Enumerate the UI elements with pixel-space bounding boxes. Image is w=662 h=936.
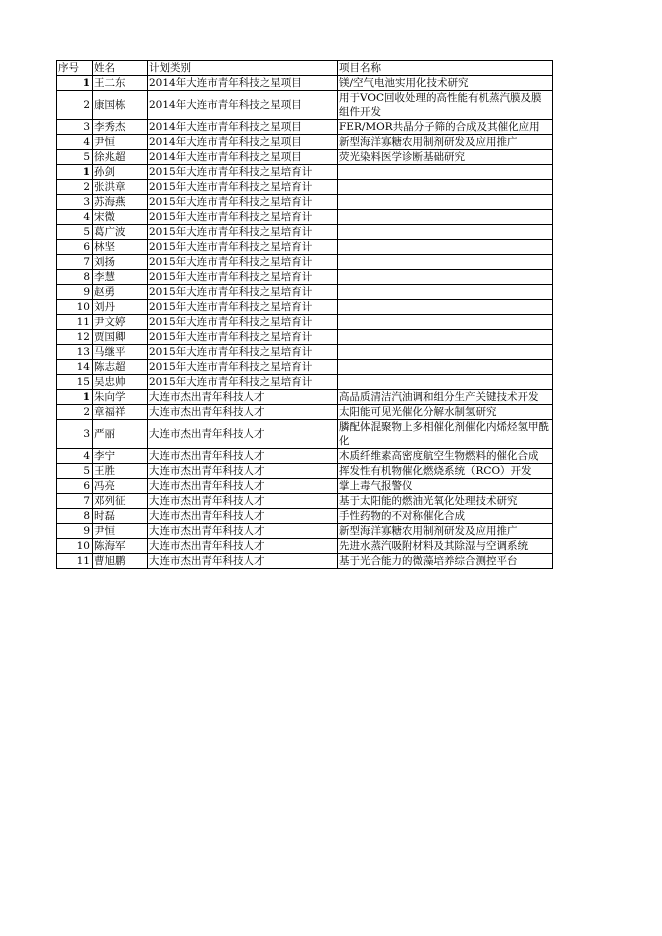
row-category-cell[interactable]: 2015年大连市青年科技之星培育计 <box>148 270 338 285</box>
row-name-cell[interactable]: 陈志超 <box>93 360 148 375</box>
row-index-cell[interactable]: 10 <box>57 539 93 554</box>
table-row <box>57 524 553 539</box>
row-project-cell[interactable]: 先进水蒸汽吸附材料及其除湿与空调系统 <box>338 539 553 554</box>
table-row <box>57 405 553 420</box>
row-category-cell[interactable]: 2015年大连市青年科技之星培育计 <box>148 345 338 360</box>
table-row <box>57 539 553 554</box>
row-project-cell[interactable]: 高品质清洁汽油调和组分生产关键技术开发 <box>338 390 553 405</box>
row-name-cell[interactable]: 陈海军 <box>93 539 148 554</box>
row-project-cell[interactable] <box>338 300 553 315</box>
row-category-cell[interactable]: 2015年大连市青年科技之星培育计 <box>148 210 338 225</box>
row-category-cell[interactable]: 大连市杰出青年科技人才 <box>148 420 338 449</box>
row-category-cell[interactable]: 2015年大连市青年科技之星培育计 <box>148 360 338 375</box>
row-index-cell[interactable]: 2 <box>57 91 93 120</box>
row-name-cell[interactable]: 张洪章 <box>93 180 148 195</box>
table-row <box>57 135 553 150</box>
row-name-cell[interactable]: 刘扬 <box>93 255 148 270</box>
row-category-cell[interactable]: 2014年大连市青年科技之星项目 <box>148 135 338 150</box>
row-index-cell[interactable]: 4 <box>57 210 93 225</box>
spreadsheet-table <box>56 60 553 569</box>
row-index-cell[interactable]: 13 <box>57 345 93 360</box>
row-category-cell[interactable]: 大连市杰出青年科技人才 <box>148 524 338 539</box>
row-name-cell[interactable]: 康国栋 <box>93 91 148 120</box>
table-row <box>57 479 553 494</box>
row-index-cell[interactable]: 2 <box>57 180 93 195</box>
header-row <box>57 61 553 76</box>
row-index-cell[interactable]: 1 <box>57 390 93 405</box>
row-category-cell[interactable]: 2015年大连市青年科技之星培育计 <box>148 285 338 300</box>
row-project-cell[interactable] <box>338 315 553 330</box>
row-index-cell[interactable]: 7 <box>57 255 93 270</box>
row-name-cell[interactable]: 徐兆超 <box>93 150 148 165</box>
row-project-cell[interactable] <box>338 165 553 180</box>
row-project-cell[interactable] <box>338 270 553 285</box>
row-category-cell[interactable]: 2015年大连市青年科技之星培育计 <box>148 180 338 195</box>
row-name-cell[interactable]: 尹恒 <box>93 524 148 539</box>
row-category-cell[interactable]: 2014年大连市青年科技之星项目 <box>148 76 338 91</box>
row-index-cell[interactable]: 3 <box>57 420 93 449</box>
table-row <box>57 330 553 345</box>
row-project-cell[interactable]: 用于VOC回收处理的高性能有机蒸汽膜及膜组件开发 <box>338 91 553 120</box>
row-index-cell[interactable]: 9 <box>57 285 93 300</box>
table-row <box>57 225 553 240</box>
table-row <box>57 300 553 315</box>
table-row <box>57 120 553 135</box>
row-project-cell[interactable]: 木质纤维素高密度航空生物燃料的催化合成 <box>338 449 553 464</box>
table-row <box>57 494 553 509</box>
table-row <box>57 464 553 479</box>
row-index-cell[interactable]: 5 <box>57 225 93 240</box>
row-project-cell[interactable] <box>338 225 553 240</box>
row-category-cell[interactable]: 2015年大连市青年科技之星培育计 <box>148 330 338 345</box>
table-row <box>57 420 553 449</box>
row-index-cell[interactable]: 2 <box>57 405 93 420</box>
row-name-cell[interactable]: 孙剑 <box>93 165 148 180</box>
row-index-cell[interactable]: 10 <box>57 300 93 315</box>
row-index-cell[interactable]: 9 <box>57 524 93 539</box>
row-index-cell[interactable]: 8 <box>57 270 93 285</box>
table-row <box>57 509 553 524</box>
header-category[interactable]: 计划类别 <box>148 61 338 76</box>
row-project-cell[interactable]: 挥发性有机物催化燃烧系统（RCO）开发 <box>338 464 553 479</box>
row-project-cell[interactable]: 镁/空气电池实用化技术研究 <box>338 76 553 91</box>
row-category-cell[interactable]: 2015年大连市青年科技之星培育计 <box>148 165 338 180</box>
row-name-cell[interactable]: 贾国卿 <box>93 330 148 345</box>
row-index-cell[interactable]: 3 <box>57 120 93 135</box>
header-project[interactable]: 项目名称 <box>338 61 553 76</box>
row-project-cell[interactable] <box>338 240 553 255</box>
row-category-cell[interactable]: 2014年大连市青年科技之星项目 <box>148 120 338 135</box>
table-row <box>57 285 553 300</box>
row-category-cell[interactable]: 大连市杰出青年科技人才 <box>148 405 338 420</box>
row-category-cell[interactable]: 2015年大连市青年科技之星培育计 <box>148 315 338 330</box>
header-index[interactable]: 序号 <box>57 61 93 76</box>
row-index-cell[interactable]: 3 <box>57 195 93 210</box>
table-row <box>57 375 553 390</box>
row-project-cell[interactable]: 荧光染料医学诊断基础研究 <box>338 150 553 165</box>
table-row <box>57 76 553 91</box>
header-name[interactable]: 姓名 <box>93 61 148 76</box>
row-index-cell[interactable]: 11 <box>57 315 93 330</box>
table-row <box>57 270 553 285</box>
table-row <box>57 315 553 330</box>
row-category-cell[interactable]: 2014年大连市青年科技之星项目 <box>148 91 338 120</box>
table-row <box>57 449 553 464</box>
row-project-cell[interactable]: FER/MOR共晶分子筛的合成及其催化应用 <box>338 120 553 135</box>
table-row <box>57 91 553 120</box>
row-category-cell[interactable]: 2014年大连市青年科技之星项目 <box>148 150 338 165</box>
row-name-cell[interactable]: 李秀杰 <box>93 120 148 135</box>
row-category-cell[interactable]: 大连市杰出青年科技人才 <box>148 494 338 509</box>
row-name-cell[interactable]: 曹旭鹏 <box>93 554 148 569</box>
row-index-cell[interactable]: 6 <box>57 240 93 255</box>
row-project-cell[interactable] <box>338 210 553 225</box>
row-index-cell[interactable]: 15 <box>57 375 93 390</box>
row-category-cell[interactable]: 2015年大连市青年科技之星培育计 <box>148 300 338 315</box>
row-name-cell[interactable]: 严丽 <box>93 420 148 449</box>
row-name-cell[interactable]: 李慧 <box>93 270 148 285</box>
table-row <box>57 554 553 569</box>
row-category-cell[interactable]: 大连市杰出青年科技人才 <box>148 390 338 405</box>
row-name-cell[interactable]: 苏海燕 <box>93 195 148 210</box>
table-row <box>57 210 553 225</box>
row-category-cell[interactable]: 2015年大连市青年科技之星培育计 <box>148 195 338 210</box>
table-row <box>57 165 553 180</box>
row-project-cell[interactable] <box>338 285 553 300</box>
row-index-cell[interactable]: 6 <box>57 479 93 494</box>
row-name-cell[interactable]: 尹文婷 <box>93 315 148 330</box>
row-category-cell[interactable]: 2015年大连市青年科技之星培育计 <box>148 240 338 255</box>
row-index-cell[interactable]: 8 <box>57 509 93 524</box>
row-project-cell[interactable] <box>338 180 553 195</box>
table-row <box>57 360 553 375</box>
row-category-cell[interactable]: 大连市杰出青年科技人才 <box>148 479 338 494</box>
table-row <box>57 255 553 270</box>
row-project-cell[interactable]: 掌上毒气报警仪 <box>338 479 553 494</box>
row-project-cell[interactable]: 新型海洋寡糖农用制剂研发及应用推广 <box>338 135 553 150</box>
row-name-cell[interactable]: 刘丹 <box>93 300 148 315</box>
table-row <box>57 195 553 210</box>
row-index-cell[interactable]: 1 <box>57 76 93 91</box>
row-name-cell[interactable]: 葛广波 <box>93 225 148 240</box>
row-name-cell[interactable]: 林坚 <box>93 240 148 255</box>
row-index-cell[interactable]: 11 <box>57 554 93 569</box>
row-name-cell[interactable]: 宋微 <box>93 210 148 225</box>
row-project-cell[interactable] <box>338 345 553 360</box>
row-index-cell[interactable]: 14 <box>57 360 93 375</box>
row-project-cell[interactable]: 太阳能可见光催化分解水制氢研究 <box>338 405 553 420</box>
row-category-cell[interactable]: 2015年大连市青年科技之星培育计 <box>148 255 338 270</box>
row-project-cell[interactable] <box>338 360 553 375</box>
row-project-cell[interactable]: 新型海洋寡糖农用制剂研发及应用推广 <box>338 524 553 539</box>
row-project-cell[interactable] <box>338 195 553 210</box>
row-name-cell[interactable]: 时磊 <box>93 509 148 524</box>
row-name-cell[interactable]: 李宁 <box>93 449 148 464</box>
row-name-cell[interactable]: 尹恒 <box>93 135 148 150</box>
row-category-cell[interactable]: 大连市杰出青年科技人才 <box>148 464 338 479</box>
row-name-cell[interactable]: 冯亮 <box>93 479 148 494</box>
row-category-cell[interactable]: 2015年大连市青年科技之星培育计 <box>148 225 338 240</box>
row-index-cell[interactable]: 4 <box>57 449 93 464</box>
row-category-cell[interactable]: 大连市杰出青年科技人才 <box>148 539 338 554</box>
row-index-cell[interactable]: 5 <box>57 464 93 479</box>
row-index-cell[interactable]: 1 <box>57 165 93 180</box>
row-project-cell[interactable]: 基于太阳能的燃油光氧化处理技术研究 <box>338 494 553 509</box>
row-name-cell[interactable]: 赵勇 <box>93 285 148 300</box>
row-index-cell[interactable]: 7 <box>57 494 93 509</box>
row-project-cell[interactable]: 手性药物的不对称催化合成 <box>338 509 553 524</box>
row-project-cell[interactable]: 基于光合能力的微藻培养综合测控平台 <box>338 554 553 569</box>
row-project-cell[interactable]: 膦配体混聚物上多相催化剂催化内烯烃氢甲酰化 <box>338 420 553 449</box>
row-index-cell[interactable]: 12 <box>57 330 93 345</box>
row-name-cell[interactable]: 王胜 <box>93 464 148 479</box>
row-name-cell[interactable]: 马继平 <box>93 345 148 360</box>
row-name-cell[interactable]: 吴忠帅 <box>93 375 148 390</box>
row-category-cell[interactable]: 大连市杰出青年科技人才 <box>148 509 338 524</box>
row-index-cell[interactable]: 5 <box>57 150 93 165</box>
row-project-cell[interactable] <box>338 375 553 390</box>
row-category-cell[interactable]: 2015年大连市青年科技之星培育计 <box>148 375 338 390</box>
row-category-cell[interactable]: 大连市杰出青年科技人才 <box>148 449 338 464</box>
row-project-cell[interactable] <box>338 255 553 270</box>
table-row <box>57 345 553 360</box>
row-project-cell[interactable] <box>338 330 553 345</box>
row-name-cell[interactable]: 邓列征 <box>93 494 148 509</box>
table-row <box>57 150 553 165</box>
table-row <box>57 180 553 195</box>
row-category-cell[interactable]: 大连市杰出青年科技人才 <box>148 554 338 569</box>
table-row <box>57 390 553 405</box>
row-name-cell[interactable]: 章福祥 <box>93 405 148 420</box>
row-index-cell[interactable]: 4 <box>57 135 93 150</box>
table-row <box>57 240 553 255</box>
row-name-cell[interactable]: 王二东 <box>93 76 148 91</box>
row-name-cell[interactable]: 朱向学 <box>93 390 148 405</box>
